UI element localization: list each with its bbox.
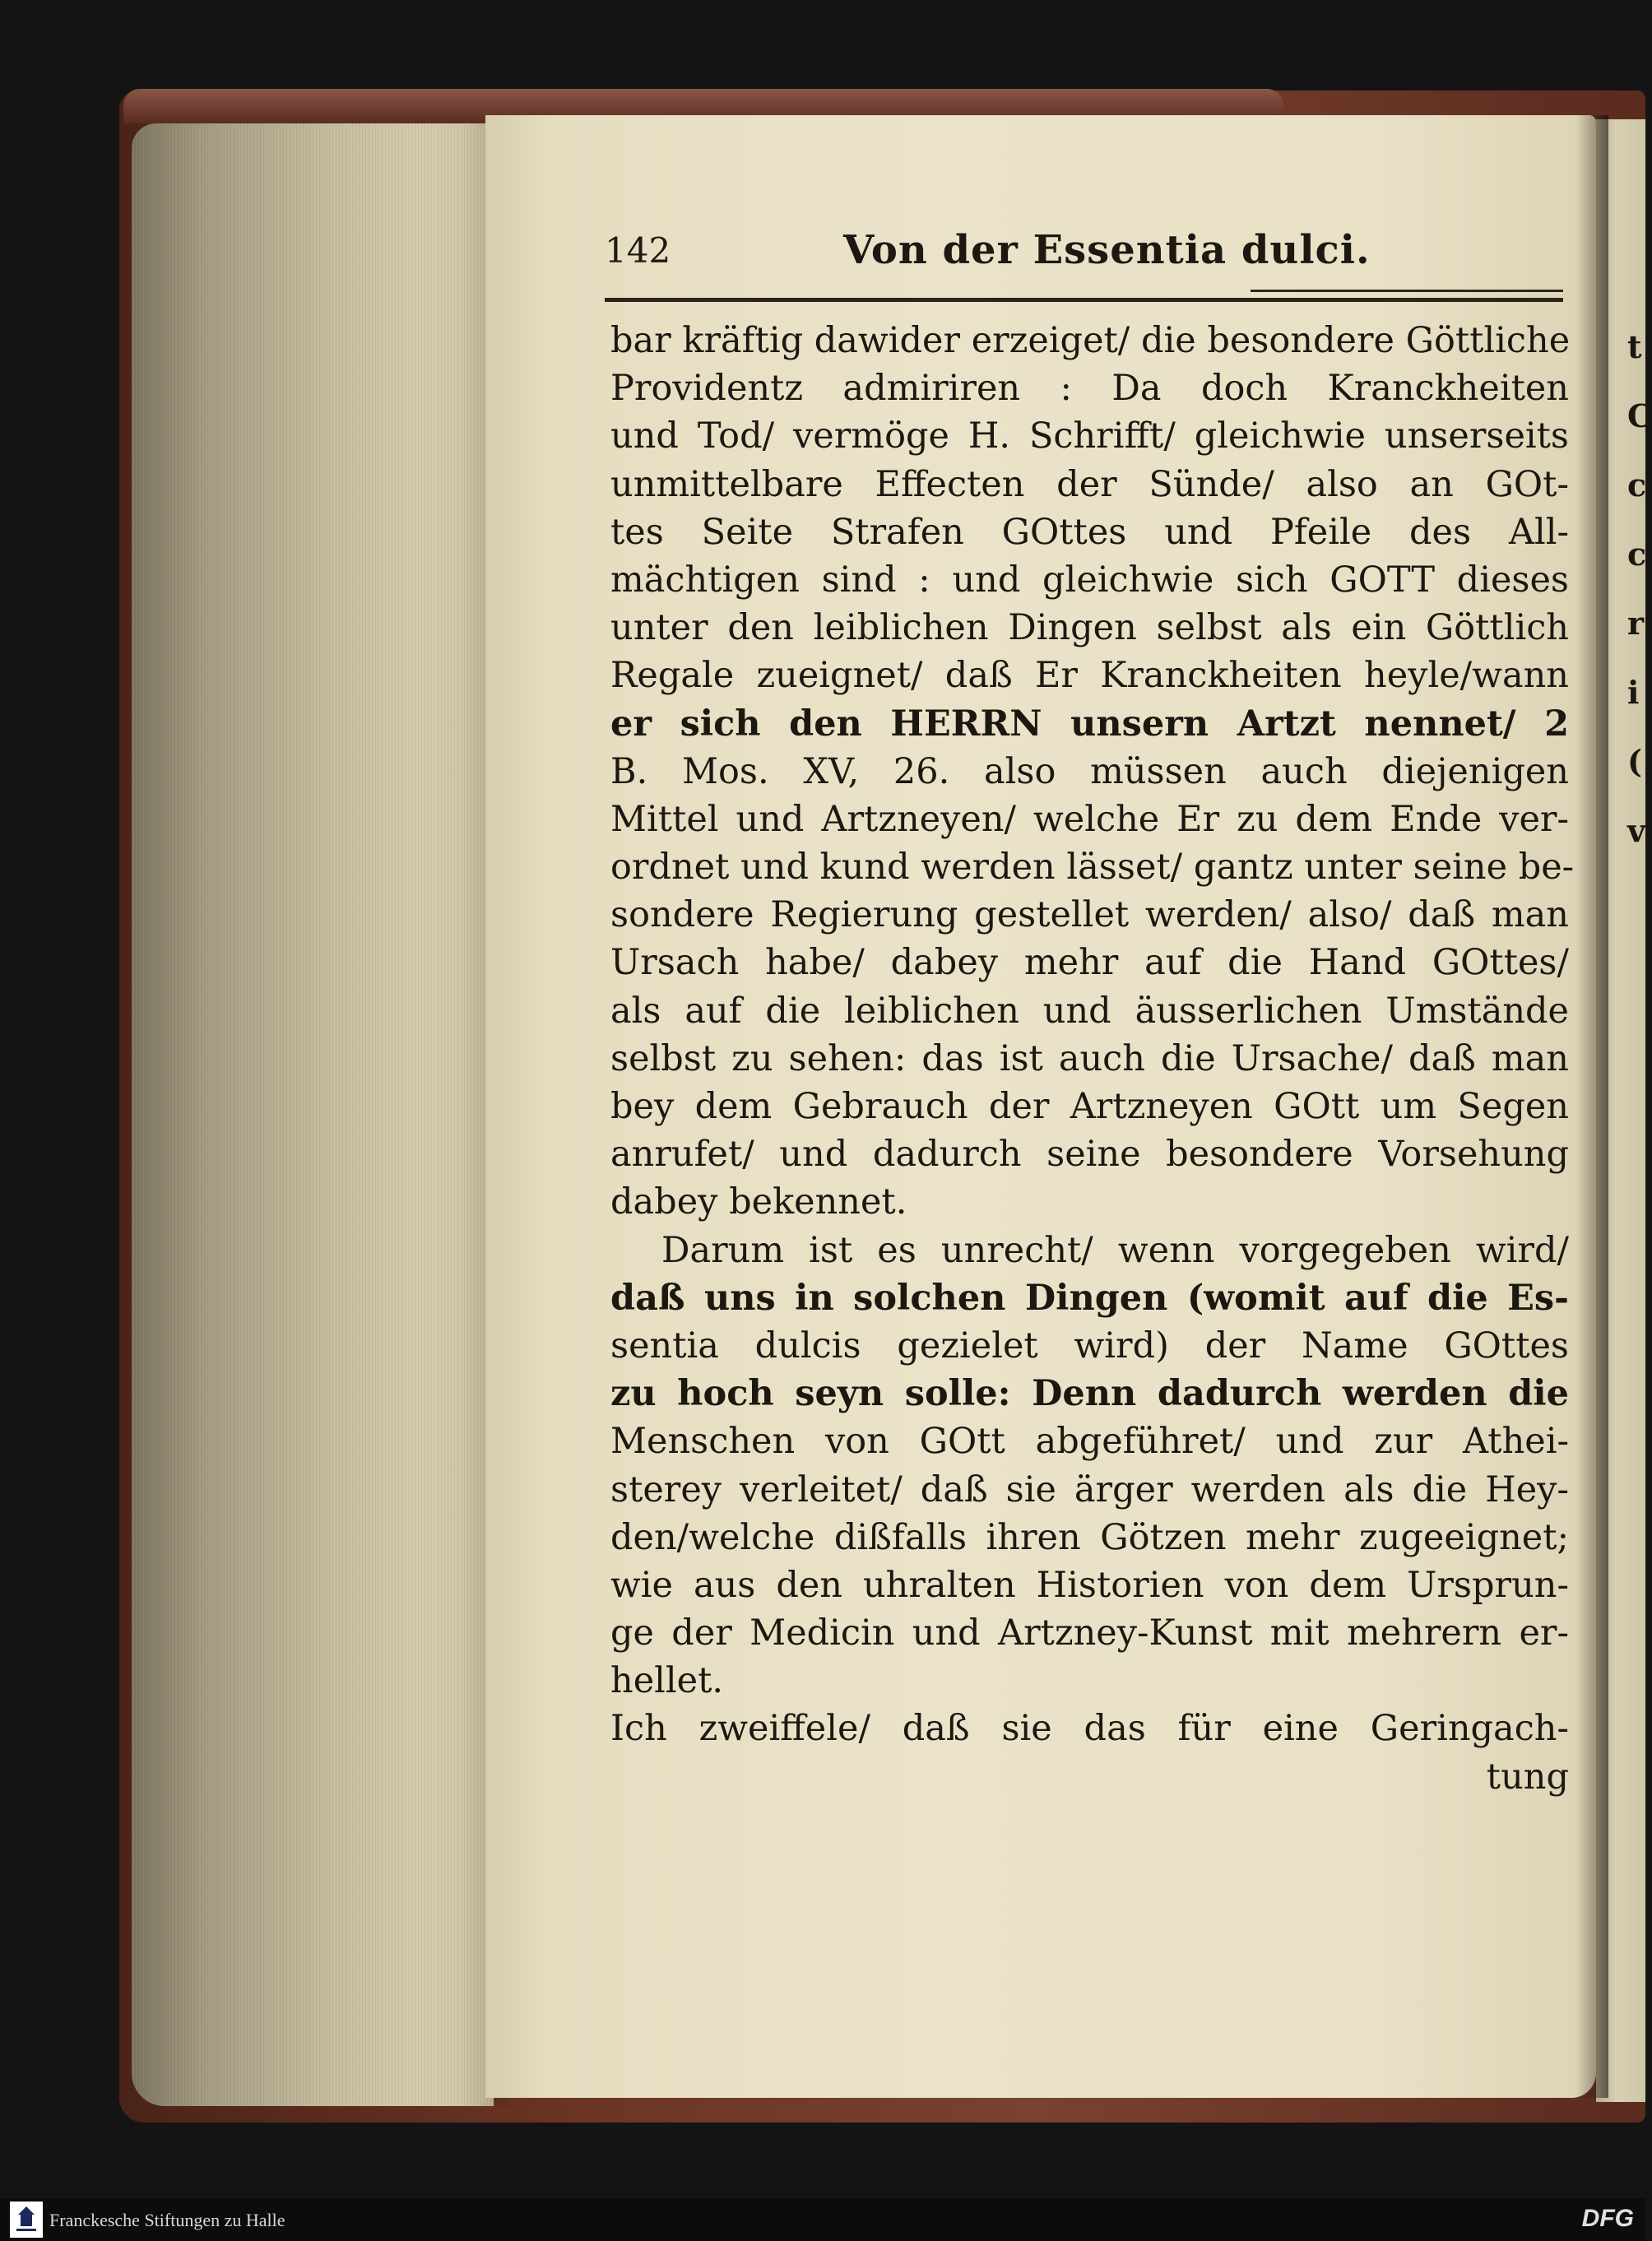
text-line: und Tod/ vermöge H. Schrifft/ gleichwie unserseits: [610, 415, 1569, 457]
text-line: zu hoch seyn solle: Denn dadurch werden die: [610, 1373, 1569, 1415]
text-line: tes Seite Strafen GOttes und Pfeile des All-: [610, 511, 1569, 553]
running-head: Von der Essentia dulci.: [843, 227, 1371, 273]
text-line: Menschen von GOtt abgeführet/ und zur Athei-: [610, 1421, 1569, 1463]
text-line: dabey bekennet.: [610, 1181, 907, 1223]
text-line: bey dem Gebrauch der Artzneyen GOtt um Segen: [610, 1086, 1569, 1127]
text-line: Ursach habe/ dabey mehr auf die Hand GOttes/: [610, 942, 1569, 984]
text-line: hellet.: [610, 1660, 724, 1702]
text-line: Ich zweiffele/ daß sie das für eine Geringach-: [610, 1708, 1569, 1750]
catchword: tung: [1486, 1756, 1569, 1798]
text-line: sentia dulcis gezielet wird) der Name GOttes: [610, 1325, 1569, 1366]
text-line: den/welche dißfalls ihren Götzen mehr zugeeignet;: [610, 1516, 1569, 1558]
text-line: ge der Medicin und Artzney-Kunst mit mehrern er-: [610, 1612, 1569, 1654]
footer-bar: [0, 2198, 1645, 2241]
text-line: mächtigen sind : und gleichwie sich GOTT dieses: [610, 559, 1569, 601]
text-line: anrufet/ und dadurch seine besondere Vorsehung: [610, 1134, 1569, 1176]
text-line: Regale zueignet/ daß Er Kranckheiten heyle/wann: [610, 655, 1569, 697]
header-rule-upper: [1251, 290, 1563, 292]
text-line: selbst zu sehen: das ist auch die Ursache/ daß man: [610, 1037, 1569, 1079]
header-rule: [605, 298, 1563, 302]
text-line: daß uns in solchen Dingen (womit auf die Es-: [610, 1277, 1569, 1319]
text-line: er sich den HERRN unsern Artzt nennet/ 2: [610, 703, 1569, 745]
text-line: Mittel und Artzneyen/ welche Er zu dem Ende ver-: [610, 798, 1569, 840]
dfg-logo: DFG: [1581, 2205, 1634, 2232]
facing-page-text-fragment: t C c c r i ( v: [1627, 328, 1652, 849]
text-line: ordnet und kund werden lässet/ gantz unter seine be-: [610, 847, 1575, 889]
text-line: bar kräftig dawider erzeiget/ die besondere Göttliche: [610, 320, 1571, 361]
text-line: wie aus den uhralten Historien von dem Ursprun-: [610, 1564, 1569, 1606]
page-gutter-shadow: [1575, 115, 1608, 2098]
text-line: sterey verleitet/ daß sie ärger werden als die Hey-: [610, 1468, 1569, 1510]
page-number: 142: [605, 230, 671, 271]
text-line: Darum ist es unrecht/ wenn vorgegeben wird/: [661, 1229, 1569, 1271]
institution-logo-icon: [10, 2202, 43, 2238]
text-line: als auf die leiblichen und äusserlichen Umstände: [610, 990, 1569, 1032]
text-line: unter den leiblichen Dingen selbst als ein Göttlich: [610, 607, 1569, 649]
text-line: B. Mos. XV, 26. also müssen auch diejenigen: [610, 750, 1569, 792]
text-line: sondere Regierung gestellet werden/ also/ daß man: [610, 894, 1569, 936]
page-header: [605, 227, 1567, 280]
text-line: Providentz admiriren : Da doch Kranckheiten: [610, 368, 1569, 410]
text-line: unmittelbare Effecten der Sünde/ also an GOt-: [610, 463, 1569, 505]
page-stack-edge: [132, 123, 494, 2106]
body-text: [610, 317, 1575, 1801]
institution-name: Franckesche Stiftungen zu Halle: [49, 2210, 285, 2230]
